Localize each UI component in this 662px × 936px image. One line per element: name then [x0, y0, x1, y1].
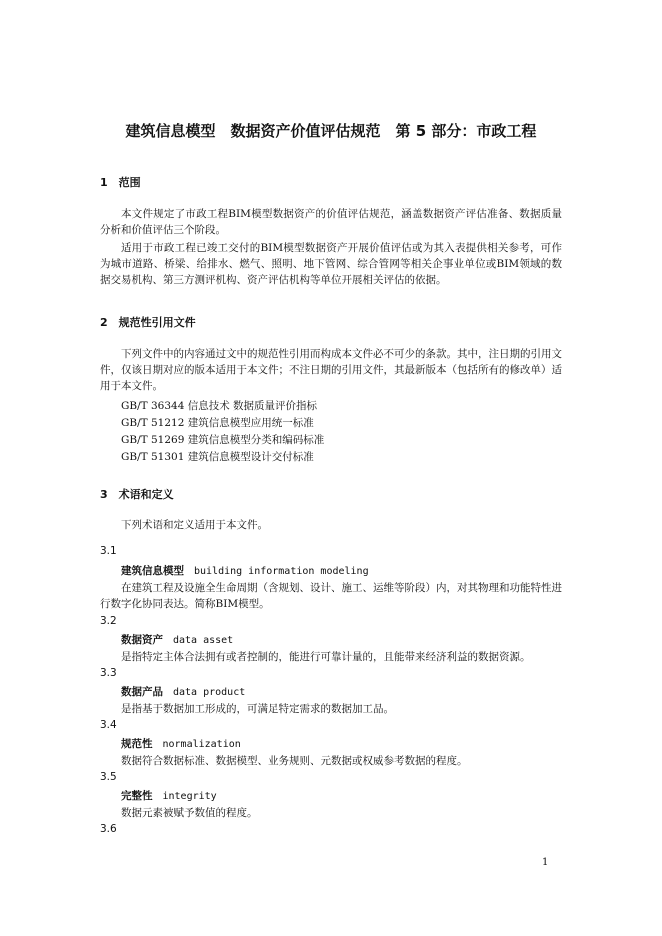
term-definition: 是指特定主体合法拥有或者控制的，能进行可靠计量的，且能带来经济利益的数据资源。	[121, 651, 531, 663]
term-number: 3.6	[100, 823, 117, 835]
term-english: data product	[173, 687, 246, 698]
term-definition: 是指基于数据加工形成的，可满足特定需求的数据加工品。	[121, 703, 394, 715]
section-1-paragraph-2: 适用于市政工程已竣工交付的BIM模型数据资产开展价值评估或为其入表提供相关参考，可作为城市道路、桥梁、给排水、燃气、照明、地下管网、综合管网等相关企事业单位或BIM领域的数据交易机构、第三方测评机构、资产评估机构等单位开展相关评估的依据。	[100, 242, 562, 286]
term-number: 3.1	[100, 545, 117, 557]
term-heading	[121, 632, 233, 647]
section-3-heading: 3 术语和定义	[100, 488, 174, 501]
section-2-heading: 2 规范性引用文件	[100, 316, 196, 329]
reference-item: GB/T 36344 信息技术 数据质量评价指标	[121, 400, 318, 412]
term-english: normalization	[162, 739, 241, 750]
term-english: data asset	[173, 635, 234, 646]
term-definition: 数据符合数据标准、数据模型、业务规则、元数据或权威参考数据的程度。	[121, 755, 468, 767]
term-definition: 在建筑工程及设施全生命周期（含规划、设计、施工、运维等阶段）内，对其物理和功能特性进行数字化协同表达。简称BIM模型。	[100, 582, 562, 610]
section-2-paragraph-1: 下列文件中的内容通过文中的规范性引用而构成本文件必不可少的条款。其中，注日期的引用文件，仅该日期对应的版本适用于本文件；不注日期的引用文件，其最新版本（包括所有的修改单）适用于本文件。	[100, 348, 562, 392]
section-1-paragraph-1: 本文件规定了市政工程BIM模型数据资产的价值评估规范，涵盖数据资产评估准备、数据质量分析和价值评估三个阶段。	[100, 208, 562, 236]
term-chinese: 规范性	[121, 738, 153, 750]
reference-item: GB/T 51212 建筑信息模型应用统一标准	[121, 417, 314, 429]
term-chinese: 建筑信息模型	[121, 565, 184, 577]
term-heading	[121, 788, 217, 803]
term-english: integrity	[162, 791, 217, 802]
term-heading	[121, 736, 241, 751]
term-number: 3.5	[100, 771, 117, 783]
term-number: 3.2	[100, 615, 117, 627]
page-number: 1	[542, 857, 549, 868]
term-heading	[121, 563, 369, 578]
term-chinese: 数据产品	[121, 686, 163, 698]
term-number: 3.3	[100, 667, 117, 679]
section-3-paragraph-1: 下列术语和定义适用于本文件。	[121, 519, 268, 531]
term-english: building information modeling	[194, 566, 369, 577]
term-chinese: 完整性	[121, 790, 153, 802]
term-heading	[121, 684, 245, 699]
section-1-heading: 1 范围	[100, 176, 141, 189]
reference-item: GB/T 51301 建筑信息模型设计交付标准	[121, 451, 314, 463]
term-definition: 数据元素被赋予数值的程度。	[121, 807, 258, 819]
term-chinese: 数据资产	[121, 634, 163, 646]
reference-item: GB/T 51269 建筑信息模型分类和编码标准	[121, 434, 325, 446]
term-number: 3.4	[100, 719, 117, 731]
document-title: 建筑信息模型 数据资产价值评估规范 第 5 部分：市政工程	[125, 122, 537, 140]
